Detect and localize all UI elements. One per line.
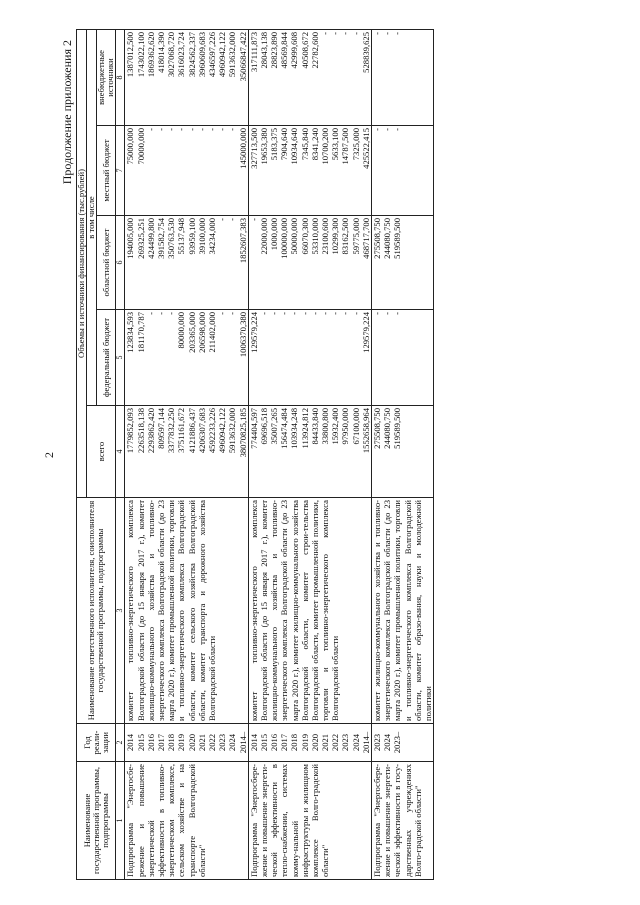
header-federal: федеральный бюджет <box>97 310 116 406</box>
year-cell: 2023 2024 2023– <box>371 724 433 762</box>
rotated-content <box>42 30 602 880</box>
table-row <box>371 29 433 879</box>
subprogram-name: Подпрограмма "Энергосбере-жение и повышение энергети-ческой эффективности в госу-дарственных учреждениях Волго-градской области" <box>371 762 433 880</box>
header-volumes: Объемы и источники финансирования (тыс.рублей) <box>77 29 87 497</box>
federal-cell: - - - <box>371 310 433 406</box>
regional-cell: - 22000,000 1000,000 100000,000 50000,000 66070,300 53310,000 23100,600 10299,300 83162,500 59775,000 468717,700 <box>248 216 371 310</box>
header-years: Год реали-зации <box>77 724 116 762</box>
subprogram-name: Подпрограмма "Энергосбе-режение и повышение энергетической эффективности в топливно-энергетическом комплексе, сельском хозяйстве и на транспорте Волгоградской области" <box>125 762 248 880</box>
col-number: 7 <box>116 126 125 216</box>
executor-cell: комитет топливно-энергетического комплекса Волгоградской области (до 15 января 2017 г.), комитет жилищно-коммунального хозяйства и топливно-энергетического комплекса Волгоградской области (до 23 марта 2020 г.), комитет промышленной политики, торговли и топливно-энергетического комплекса Волгоградской области, комитет сельского хозяйства Волгоградской области, комитет транспорта и дорожного хозяйства Волгоградской области <box>125 498 248 724</box>
total-cell: 275508,750 244080,750 519589,500 <box>371 406 433 498</box>
offbudget-cell: 1387012,500 1743022,100 1869362,620 418014,390 3027068,720 3616023,724 3824562,337 3960609,683 4346597,226 4960942,122 5913632,000 35066847,422 <box>125 29 248 125</box>
offbudget-cell: 317111,873 28043,138 28823,890 48569,844 42999,608 40508,672 22782,600 - - - - 528839,625 <box>248 29 371 125</box>
year-cell: 2014 2015 2016 2017 2018 2019 2020 2021 2022 2023 2024 2014– <box>248 724 371 762</box>
col-number: 2 <box>116 724 125 762</box>
col-number: 1 <box>116 762 125 880</box>
total-cell: 774404,597 69696,518 35007,265 156474,484 103934,248 113924,812 84433,840 33800,800 15932,400 97950,000 67100,000 1552658,964 <box>248 406 371 498</box>
appendix-caption: Продолжение приложения 2 <box>60 40 74 185</box>
header-offbudget: внебюджетные источники <box>97 29 116 125</box>
col-number: 6 <box>116 216 125 310</box>
table-row <box>125 29 248 879</box>
federal-cell: 123834,593 181170,787 - - - 80000,000 203365,000 206598,000 211402,000 - - 1006370,380 <box>125 310 248 406</box>
header-incl: в том числе <box>87 29 97 405</box>
col-number: 3 <box>116 498 125 724</box>
regional-cell: 275508,750 244080,750 519589,500 <box>371 216 433 310</box>
page-number: 2 <box>42 452 56 458</box>
federal-cell: 129579,224 - - - - - - - - - - 129579,224 <box>248 310 371 406</box>
subprogram-name: Подпрограмма "Энергосбере-жение и повышение энергети-ческой эффективности в тепло-снабжении, системах комму-нальной инфраструктуры и жилищном комплексе Волго-градской области" <box>248 762 371 880</box>
local-cell: 75000,000 70000,000 - - - - - - - - - 145000,000 <box>125 126 248 216</box>
header-executor: Наименование ответственного исполнителя, соисполнителя государственной программы, подпрограммы <box>77 498 116 724</box>
executor-cell: комитет топливно-энергетического комплекса Волгоградской области (до 15 января 2017 г.), комитет жилищно-коммунального хозяйства и топливно-энергетического комплекса Волгоградской области (до 23 марта 2020 г.), комитет жилищно-коммунального хозяйства Волгоградской области, комитет строи-тельства Волгоградской области, комитет промышленной политики, торговли и топливно-энергетического комплекса Волгоградской области <box>248 498 371 724</box>
header-local: местный бюджет <box>97 126 116 216</box>
table-row <box>248 29 371 879</box>
col-number: 4 <box>116 406 125 498</box>
header-total: всего <box>87 406 116 498</box>
total-cell: 1779852,093 2263518,138 2293862,420 809597,144 3377832,250 3751161,672 4121886,437 4206307,683 4592233,226 4960942,122 5913632,000 38070825,185 <box>125 406 248 498</box>
local-cell: - - - <box>371 126 433 216</box>
year-cell: 2014 2015 2016 2017 2018 2019 2020 2021 2022 2023 2024 2014– <box>125 724 248 762</box>
table-body <box>125 29 434 879</box>
financing-table <box>76 29 434 880</box>
column-number-row <box>116 29 125 879</box>
regional-cell: 194005,000 269325,251 424499,800 391582,754 350763,530 55137,948 93959,100 39100,000 34234,000 - - 1852607,383 <box>125 216 248 310</box>
col-number: 5 <box>116 310 125 406</box>
offbudget-cell: - - - <box>371 29 433 125</box>
local-cell: 327713,500 19653,380 5183,375 7904,640 10934,640 7345,840 8341,240 10700,200 5633,100 14787,500 7325,000 425522,415 <box>248 126 371 216</box>
col-number: 8 <box>116 29 125 125</box>
header-program: Наименование государственной программы, подпрограммы <box>77 762 116 880</box>
executor-cell: комитет жилищно-коммунального хозяйства и топливно-энергетического комплекса Волгоградской области (до 23 марта 2020 г.), комитет промышленной политики, торговли и топливно-энергетического комплекса Волгоградской области, комитет образо-вания, науки и молодежной политики <box>371 498 433 724</box>
table-header <box>77 29 125 879</box>
header-regional: областной бюджет <box>97 216 116 310</box>
